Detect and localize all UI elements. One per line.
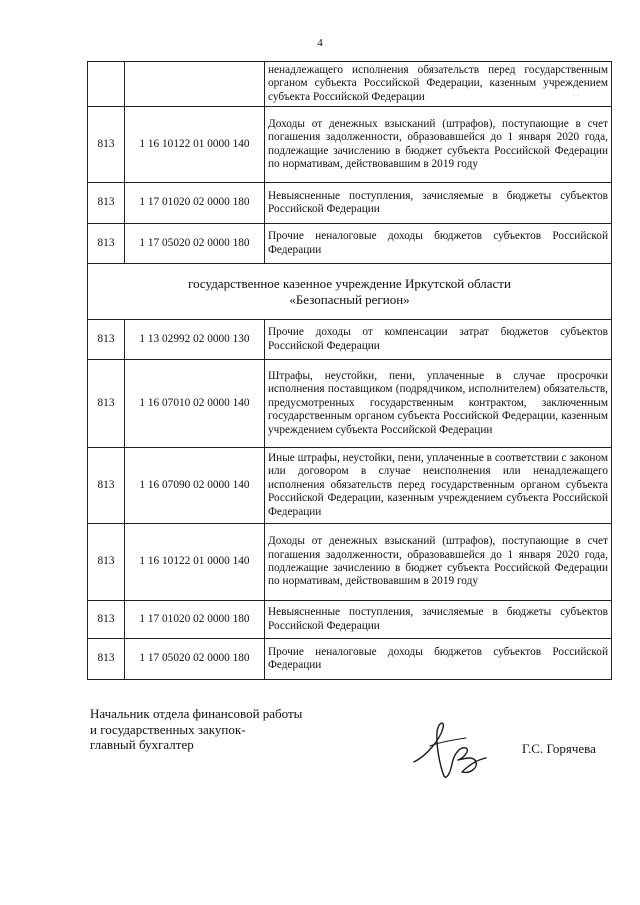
section-title-line: «Безопасный регион» <box>289 291 410 307</box>
section-header-row <box>88 264 612 320</box>
budget-revenue-table <box>87 61 612 680</box>
handwritten-signature <box>410 716 490 781</box>
admin-code-cell: 813 <box>88 639 125 680</box>
revenue-name-cell: Доходы от денежных взысканий (штрафов), поступающие в счет погашения задолженности, образовавшейся до 1 января 2020 года, подлежащие зачислению в бюджет субъекта Российской Федерации по нормативам, действовавшим в 2019 году <box>265 107 612 183</box>
admin-code-cell <box>88 62 125 107</box>
table-row <box>88 524 612 601</box>
signer-position-line: и государственных закупок- <box>90 721 246 737</box>
table-row <box>88 62 612 107</box>
admin-code-cell: 813 <box>88 183 125 224</box>
signatory-name: Г.С. Горячева <box>522 741 596 756</box>
table-row <box>88 639 612 680</box>
revenue-name-cell: Невыясненные поступления, зачисляемые в бюджеты субъектов Российской Федерации <box>265 601 612 639</box>
admin-code-cell: 813 <box>88 360 125 448</box>
budget-code-cell: 1 17 01020 02 0000 180 <box>125 601 265 639</box>
budget-code-cell: 1 17 05020 02 0000 180 <box>125 639 265 680</box>
table-row <box>88 107 612 183</box>
admin-code-cell: 813 <box>88 448 125 524</box>
budget-code-cell: 1 13 02992 02 0000 130 <box>125 320 265 360</box>
signature-block <box>90 706 610 786</box>
revenue-name-cell: Штрафы, неустойки, пени, уплаченные в случае просрочки исполнения поставщиком (подрядчиком, исполнителем) обязательств, предусмотренных государственным контрактом, заключенным государственным органом субъекта Российской Федерации, казенным учреждением субъекта Российской Федерации <box>265 360 612 448</box>
revenue-name-cell: Прочие доходы от компенсации затрат бюджетов субъектов Российской Федерации <box>265 320 612 360</box>
budget-code-cell: 1 17 01020 02 0000 180 <box>125 183 265 224</box>
table-row <box>88 224 612 264</box>
revenue-name-cell: Прочие неналоговые доходы бюджетов субъектов Российской Федерации <box>265 224 612 264</box>
admin-code-cell: 813 <box>88 601 125 639</box>
page-number: 4 <box>317 37 323 49</box>
table-row <box>88 320 612 360</box>
section-title-line: государственное казенное учреждение Иркутской области <box>188 275 511 291</box>
revenue-name-cell: Доходы от денежных взысканий (штрафов), поступающие в счет погашения задолженности, образовавшейся до 1 января 2020 года, подлежащие зачислению в бюджет субъекта Российской Федерации по нормативам, действовавшим в 2019 году <box>265 524 612 601</box>
table-row <box>88 360 612 448</box>
signer-position-line: Начальник отдела финансовой работы <box>90 706 303 721</box>
budget-code-cell: 1 16 07090 02 0000 140 <box>125 448 265 524</box>
admin-code-cell: 813 <box>88 107 125 183</box>
admin-code-cell: 813 <box>88 320 125 360</box>
table-row <box>88 448 612 524</box>
table-row <box>88 183 612 224</box>
revenue-name-cell: ненадлежащего исполнения обязательств перед государственным органом субъекта Российской Федерации, казенным учреждением субъекта Российской Федерации <box>265 62 612 107</box>
budget-code-cell: 1 16 10122 01 0000 140 <box>125 524 265 601</box>
section-header <box>88 264 612 320</box>
table-row <box>88 601 612 639</box>
signer-position <box>90 706 302 753</box>
revenue-name-cell: Прочие неналоговые доходы бюджетов субъектов Российской Федерации <box>265 639 612 680</box>
admin-code-cell: 813 <box>88 224 125 264</box>
signer-position-line: главный бухгалтер <box>90 737 194 752</box>
budget-code-cell: 1 17 05020 02 0000 180 <box>125 224 265 264</box>
budget-code-cell: 1 16 07010 02 0000 140 <box>125 360 265 448</box>
admin-code-cell: 813 <box>88 524 125 601</box>
budget-code-cell: 1 16 10122 01 0000 140 <box>125 107 265 183</box>
revenue-name-cell: Иные штрафы, неустойки, пени, уплаченные в соответствии с законом или договором в случае неисполнения или ненадлежащего исполнения обязательств перед государственным органом субъекта Российской Федерации, казенным учреждением субъекта Российской Федерации <box>265 448 612 524</box>
budget-code-cell <box>125 62 265 107</box>
revenue-name-cell: Невыясненные поступления, зачисляемые в бюджеты субъектов Российской Федерации <box>265 183 612 224</box>
